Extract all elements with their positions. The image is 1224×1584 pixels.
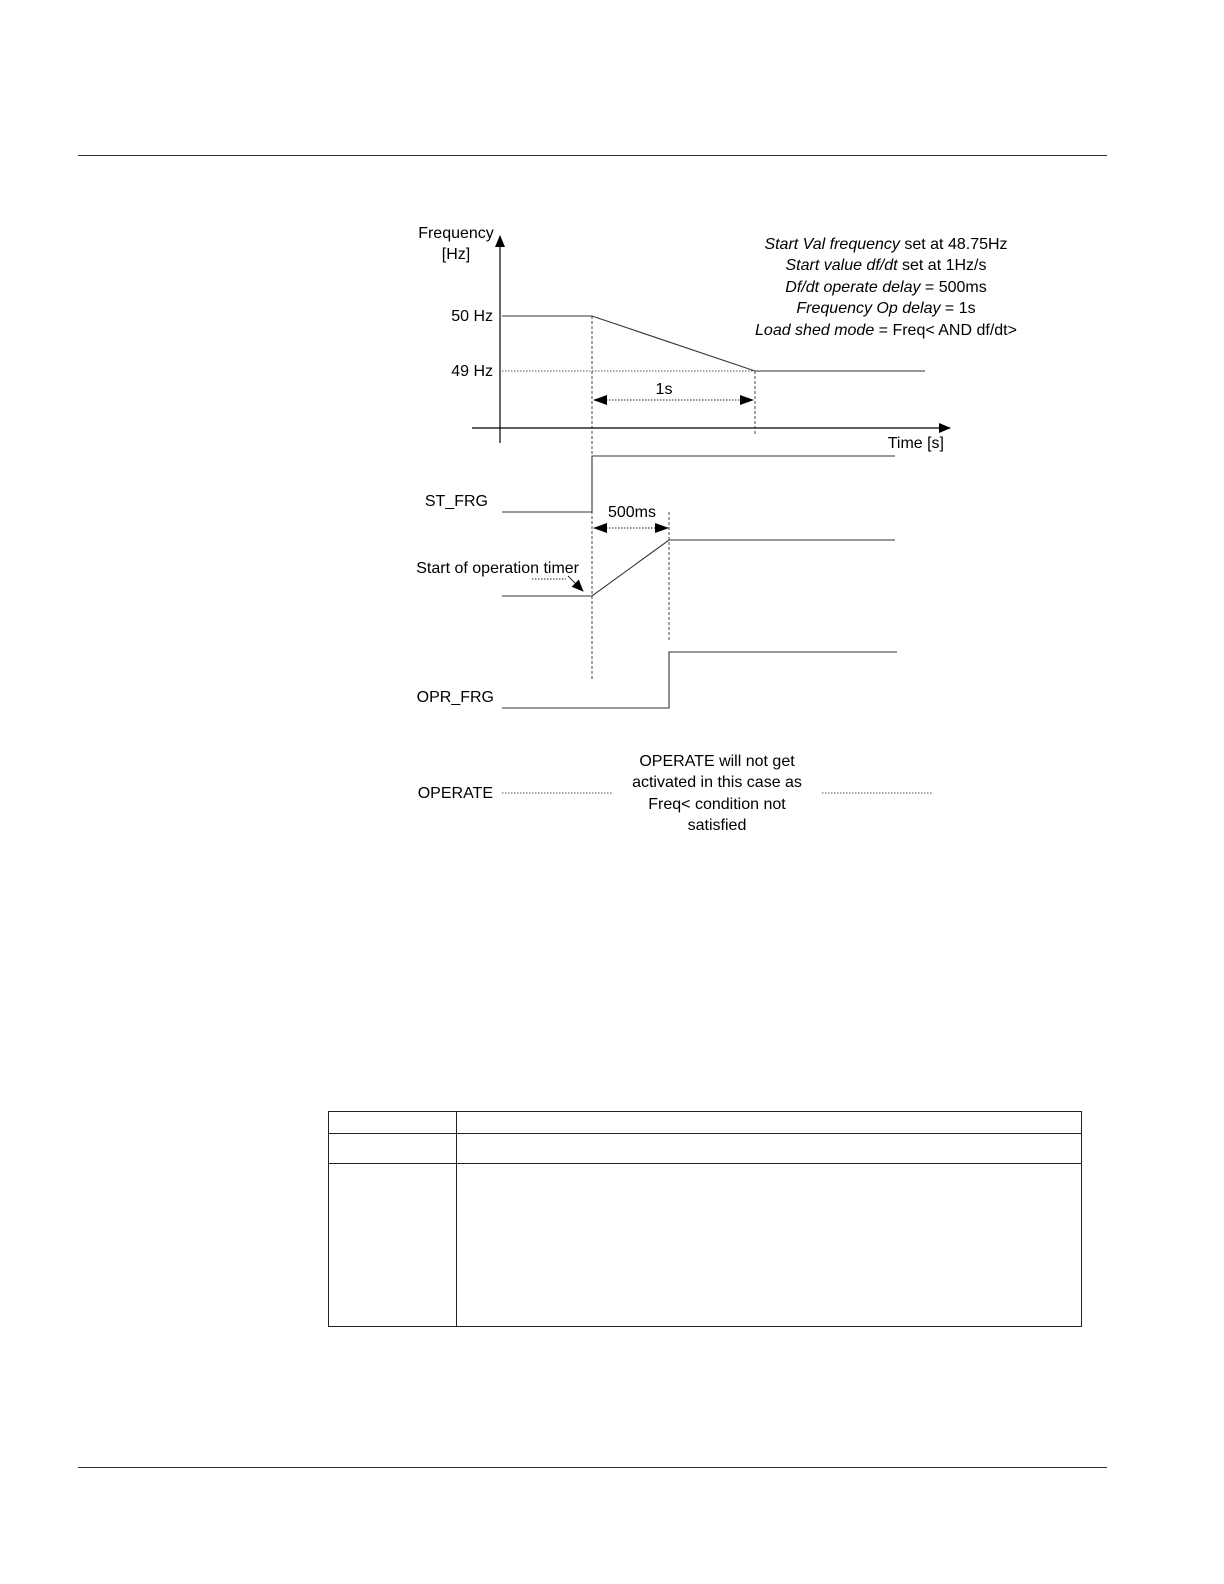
dimension-500ms-label: 500ms — [607, 504, 657, 521]
timer-pointer-arrow — [568, 576, 583, 591]
setting-dfdt-operate-delay: Df/dt operate delay = 500ms — [785, 279, 987, 296]
signal-label-st-frg: ST_FRG — [424, 493, 488, 510]
setting-frequency-op-delay: Frequency Op delay = 1s — [796, 300, 976, 317]
signal-label-opr-frg: OPR_FRG — [416, 689, 494, 706]
signal-label-operate: OPERATE — [417, 785, 493, 802]
setting-load-shed-mode: Load shed mode = Freq< AND df/dt> — [755, 322, 1017, 339]
operate-note-line-2: activated in this case as — [632, 774, 802, 791]
opr-frg-signal — [502, 652, 897, 708]
table-cell — [329, 1164, 457, 1327]
y-axis-label: Frequency — [418, 225, 494, 242]
footer-rule — [78, 1467, 1107, 1468]
operate-note-line-3: Freq< condition not — [648, 796, 786, 813]
operate-note-line-1: OPERATE will not get — [639, 753, 795, 770]
settings-block — [755, 236, 1017, 339]
y-axis-unit: [Hz] — [441, 246, 471, 263]
table-row — [329, 1164, 1082, 1327]
table-cell — [329, 1134, 457, 1164]
x-axis-label: Time [s] — [887, 435, 944, 452]
table-cell — [329, 1112, 457, 1134]
table-cell — [457, 1164, 1082, 1327]
operate-note — [632, 753, 802, 834]
setting-start-val-frequency: Start Val frequency set at 48.75Hz — [764, 236, 1008, 253]
tick-label-49hz: 49 Hz — [451, 363, 493, 380]
tick-label-50hz: 50 Hz — [451, 308, 493, 325]
parameter-table — [328, 1111, 1082, 1327]
table-row — [329, 1134, 1082, 1164]
table-row — [329, 1112, 1082, 1134]
signal-label-operation-timer: Start of operation timer — [416, 560, 579, 577]
operate-note-line-4: satisfied — [687, 817, 747, 834]
table-cell — [457, 1112, 1082, 1134]
st-frg-signal — [502, 456, 895, 512]
dimension-1s-label: 1s — [655, 381, 673, 398]
table-cell — [457, 1134, 1082, 1164]
setting-start-value-dfdt: Start value df/dt set at 1Hz/s — [785, 257, 987, 274]
